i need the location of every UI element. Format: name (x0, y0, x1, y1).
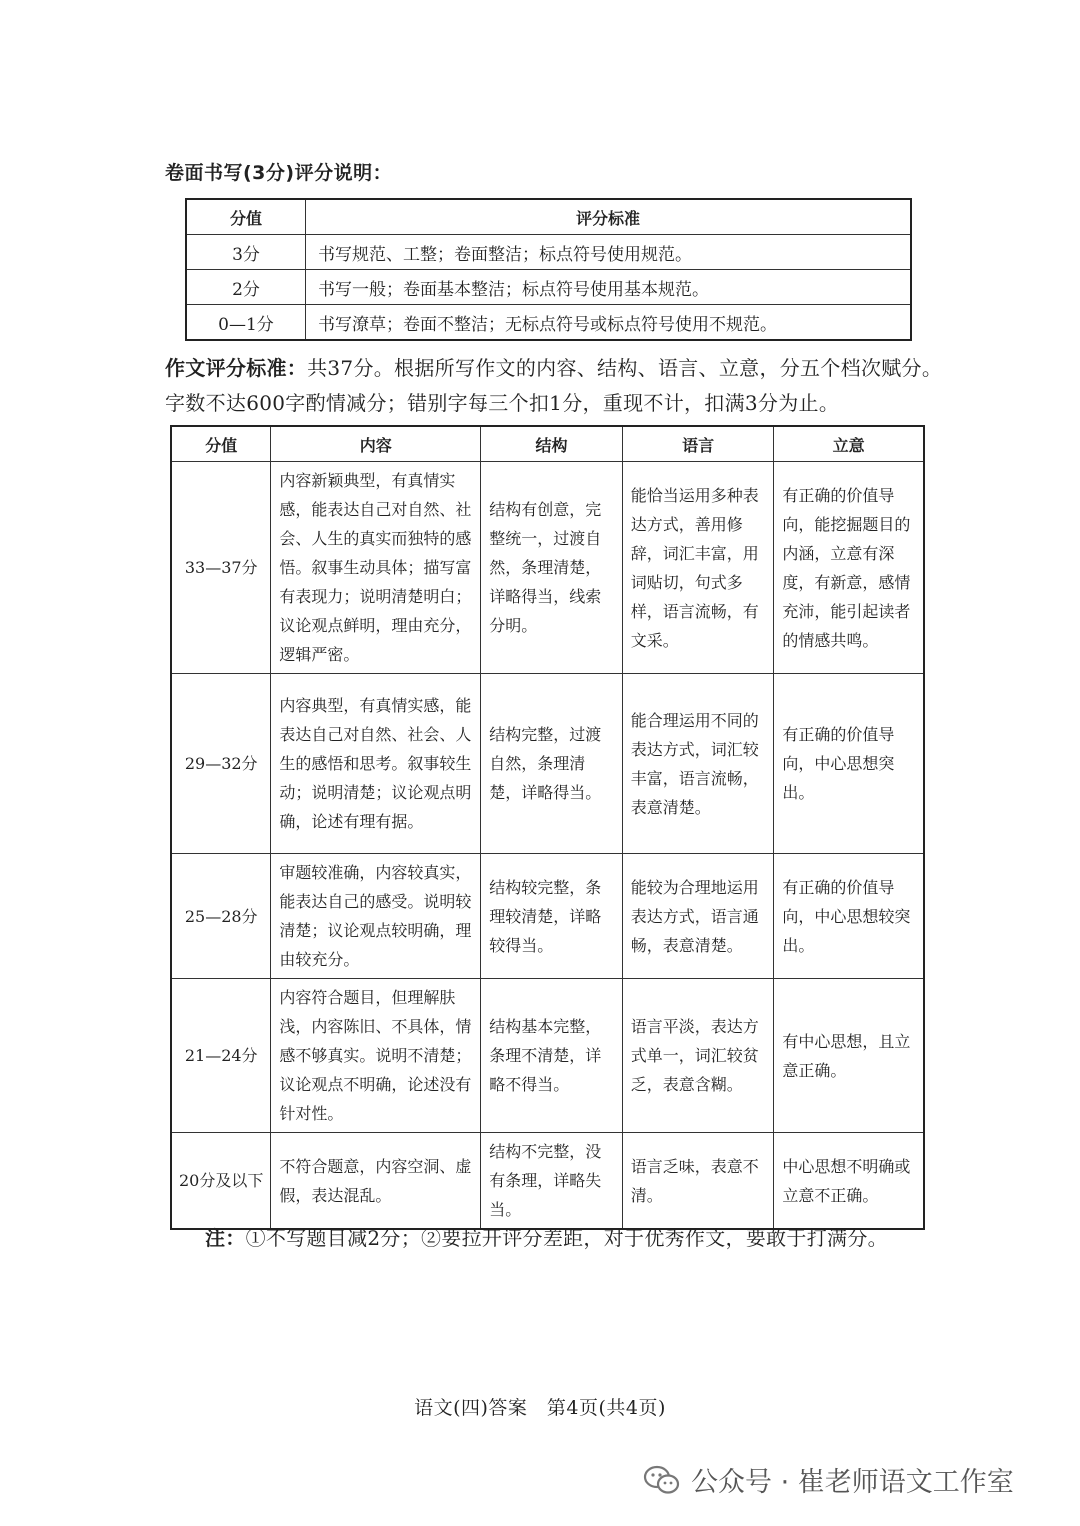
score-cell: 29—32分 (171, 674, 271, 854)
header-score: 分值 (186, 199, 306, 235)
criteria-cell: 书写规范、工整；卷面整洁；标点符号使用规范。 (306, 235, 912, 270)
note-label: 注： (205, 1226, 246, 1250)
score-cell: 2分 (186, 270, 306, 305)
wechat-watermark (643, 1460, 1014, 1499)
note-text: ①不写题目减2分；②要拉开评分差距，对于优秀作文，要敢于打满分。 (245, 1226, 888, 1250)
header-theme: 立意 (774, 426, 924, 462)
language-cell: 语言乏味，表意不清。 (622, 1133, 774, 1230)
structure-cell: 结构不完整，没有条理，详略失当。 (481, 1133, 623, 1230)
structure-cell: 结构完整，过渡自然，条理清楚，详略得当。 (481, 674, 623, 854)
language-cell: 能恰当运用多种表达方式，善用修辞，词汇丰富，用词贴切，句式多样，语言流畅，有文采。 (622, 462, 774, 674)
structure-cell: 结构基本完整，条理不清楚，详略不得当。 (481, 979, 623, 1133)
table-row (186, 305, 911, 341)
table-header-row (171, 426, 924, 462)
table-row (186, 235, 911, 270)
header-content: 内容 (271, 426, 481, 462)
header-structure: 结构 (481, 426, 623, 462)
language-cell: 语言平淡，表达方式单一，词汇较贫乏，表意含糊。 (622, 979, 774, 1133)
theme-cell: 有正确的价值导向，中心思想突出。 (774, 674, 924, 854)
score-cell: 21—24分 (171, 979, 271, 1133)
watermark-text: 公众号 · 崔老师语文工作室 (691, 1467, 1014, 1498)
criteria-cell: 书写潦草；卷面不整洁；无标点符号或标点符号使用不规范。 (306, 305, 912, 341)
content-cell: 内容典型，有真情实感，能表达自己对自然、社会、人生的感悟和思考。叙事较生动；说明清楚；议论观点明确，论述有理有据。 (271, 674, 481, 854)
header-criteria: 评分标准 (306, 199, 912, 235)
structure-cell: 结构有创意，完整统一，过渡自然，条理清楚，详略得当，线索分明。 (481, 462, 623, 674)
score-cell: 0—1分 (186, 305, 306, 341)
table-row (171, 462, 924, 674)
handwriting-score-table (185, 198, 912, 341)
content-cell: 内容符合题目，但理解肤浅，内容陈旧、不具体，情感不够真实。说明不清楚；议论观点不明确，论述没有针对性。 (271, 979, 481, 1133)
table-row (171, 674, 924, 854)
theme-cell: 有正确的价值导向，中心思想较突出。 (774, 854, 924, 979)
table-row (171, 1133, 924, 1230)
handwriting-section-title: 卷面书写(3分)评分说明： (165, 162, 393, 184)
scoring-note (205, 1222, 888, 1251)
theme-cell: 有正确的价值导向，能挖掘题目的内涵，立意有深度，有新意，感情充沛，能引起读者的情感共鸣。 (774, 462, 924, 674)
structure-cell: 结构较完整，条理较清楚，详略较得当。 (481, 854, 623, 979)
language-cell: 能较为合理地运用表达方式，语言通畅，表意清楚。 (622, 854, 774, 979)
essay-criteria-line1: 共37分。根据所写作文的内容、结构、语言、立意，分五个档次赋分。 (307, 356, 943, 380)
content-cell: 不符合题意，内容空洞、虚假，表达混乱。 (271, 1133, 481, 1230)
essay-criteria-line2: 字数不达600字酌情减分；错别字每三个扣1分，重现不计，扣满3分为止。 (165, 391, 840, 415)
score-cell: 33—37分 (171, 462, 271, 674)
essay-criteria-intro (165, 350, 955, 386)
page-footer: 语文(四)答案 第4页(共4页) (414, 1397, 666, 1419)
table-row (171, 979, 924, 1133)
table-row (186, 270, 911, 305)
score-cell: 3分 (186, 235, 306, 270)
score-cell: 25—28分 (171, 854, 271, 979)
header-language: 语言 (622, 426, 774, 462)
wechat-icon (643, 1465, 681, 1495)
theme-cell: 中心思想不明确或立意不正确。 (774, 1133, 924, 1230)
table-header-row (186, 199, 911, 235)
essay-criteria-label: 作文评分标准： (165, 356, 308, 380)
table-row (171, 854, 924, 979)
header-score: 分值 (171, 426, 271, 462)
content-cell: 审题较准确，内容较真实，能表达自己的感受。说明较清楚；议论观点较明确，理由较充分。 (271, 854, 481, 979)
content-cell: 内容新颖典型，有真情实感，能表达自己对自然、社会、人生的真实而独特的感悟。叙事生动具体；描写富有表现力；说明清楚明白；议论观点鲜明，理由充分，逻辑严密。 (271, 462, 481, 674)
theme-cell: 有中心思想，且立意正确。 (774, 979, 924, 1133)
criteria-cell: 书写一般；卷面基本整洁；标点符号使用基本规范。 (306, 270, 912, 305)
language-cell: 能合理运用不同的表达方式，词汇较丰富，语言流畅，表意清楚。 (622, 674, 774, 854)
essay-score-table (170, 425, 925, 1230)
score-cell: 20分及以下 (171, 1133, 271, 1230)
